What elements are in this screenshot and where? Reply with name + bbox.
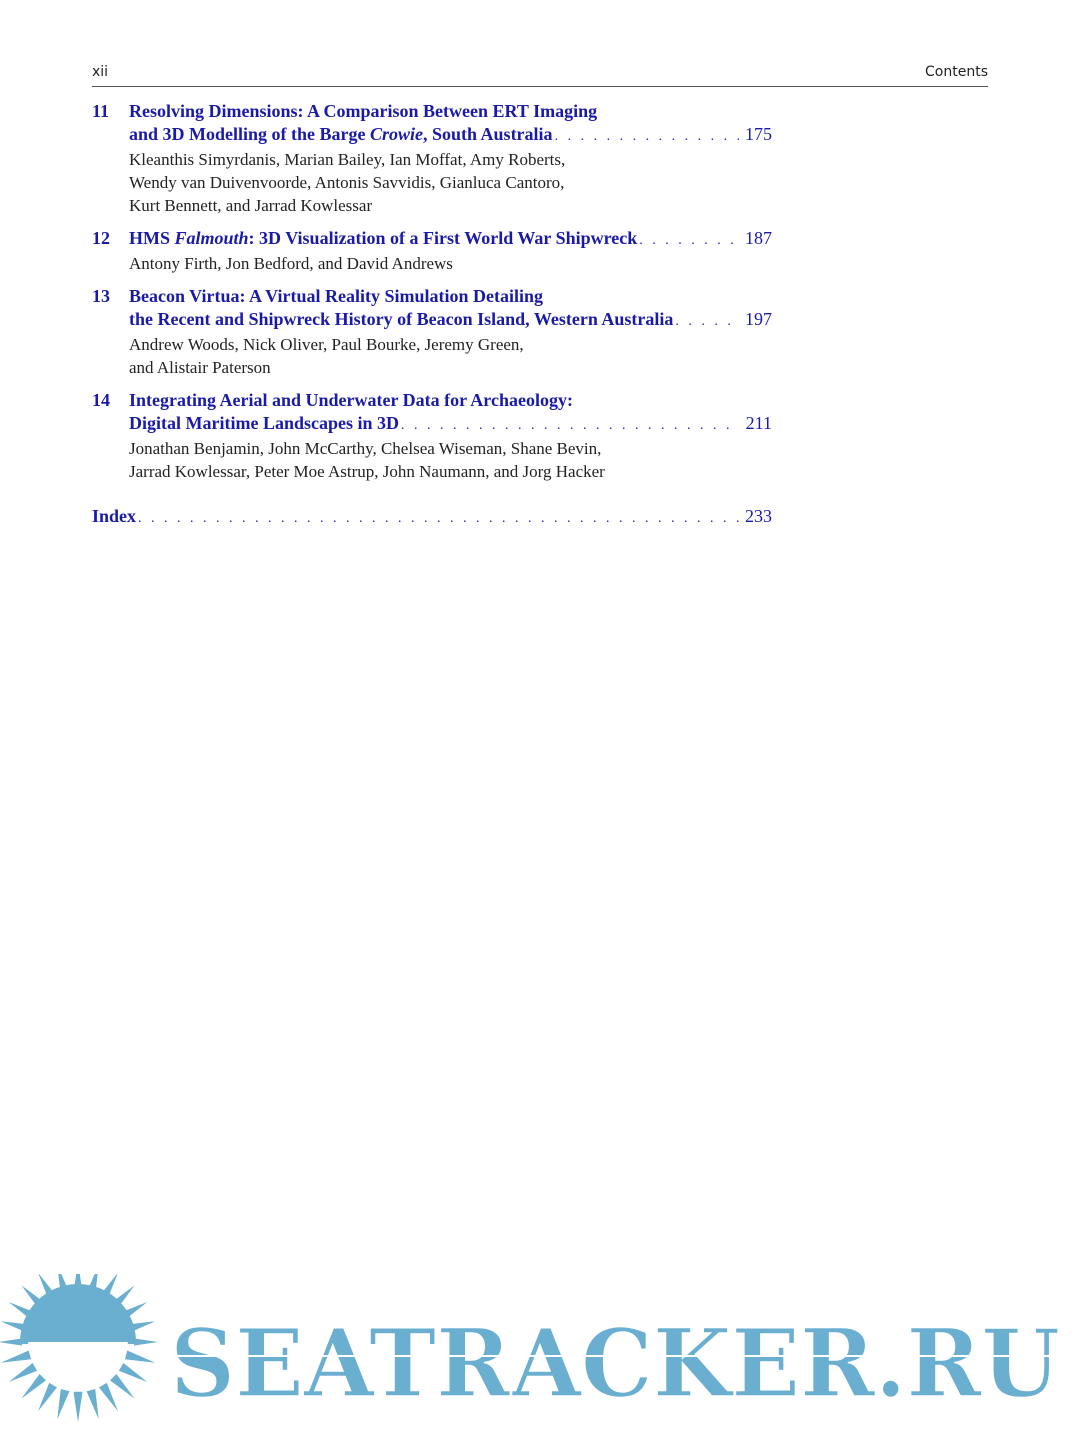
sun-ray	[87, 1389, 99, 1419]
page-header	[92, 62, 988, 87]
chapter-authors	[129, 148, 772, 217]
chapter-number: 14	[92, 390, 110, 410]
index-label[interactable]: Index	[92, 506, 137, 526]
sun-ray	[21, 1374, 46, 1399]
index-line[interactable]	[92, 505, 772, 530]
author-line: Wendy van Duivenvoorde, Antonis Savvidis, Gianluca Cantoro,	[129, 173, 565, 192]
sun-icon	[0, 1274, 158, 1422]
leader-dots	[138, 507, 739, 530]
author-line: Antony Firth, Jon Bedford, and David Andrews	[129, 254, 453, 273]
sun-ray	[1, 1351, 31, 1363]
chapter-title-text[interactable]: Digital Maritime Landscapes in 3D	[129, 413, 399, 433]
toc-entry-13	[92, 285, 772, 379]
page-link[interactable]: 175	[745, 124, 772, 144]
table-of-contents	[92, 100, 772, 540]
chapter-title-line[interactable]	[129, 412, 772, 437]
page-link[interactable]: 197	[745, 309, 772, 329]
chapter-title-text[interactable]: Beacon Virtua: A Virtual Reality Simulation Detailing	[129, 286, 544, 306]
toc-entry-11	[92, 100, 772, 217]
chapter-title-line[interactable]	[129, 285, 772, 308]
leader-dots	[401, 414, 739, 437]
page-link[interactable]: 187	[745, 228, 772, 248]
chapter-title-line[interactable]	[129, 227, 772, 252]
chapter-title-text[interactable]: Resolving Dimensions: A Comparison Between ERT Imaging	[129, 101, 598, 121]
author-line: Jonathan Benjamin, John McCarthy, Chelsea Wiseman, Shane Bevin,	[129, 439, 602, 458]
sun-ray	[74, 1392, 83, 1422]
author-line: and Alistair Paterson	[129, 358, 271, 377]
sun-ray	[38, 1383, 57, 1411]
leader-dots	[675, 310, 739, 333]
sun-ray	[57, 1389, 69, 1419]
sun-half-disc	[20, 1284, 136, 1342]
page-number: xii	[92, 64, 109, 80]
toc-entry-14	[92, 389, 772, 483]
chapter-number: 12	[92, 228, 110, 248]
chapter-number: 11	[92, 101, 110, 121]
watermark-logo	[0, 1274, 1080, 1434]
chapter-title-text[interactable]: HMS Falmouth: 3D Visualization of a First World War Shipwreck	[129, 228, 638, 248]
running-head-title: Contents	[925, 64, 988, 80]
chapter-authors	[129, 333, 772, 379]
chapter-title-line[interactable]	[129, 123, 772, 148]
toc-entry-12	[92, 227, 772, 275]
chapter-authors	[129, 252, 772, 275]
leader-dots	[555, 125, 739, 148]
chapter-title-line[interactable]	[129, 308, 772, 333]
page-link[interactable]: 211	[745, 413, 772, 433]
author-line: Andrew Woods, Nick Oliver, Paul Bourke, Jeremy Green,	[129, 335, 524, 354]
sun-ray	[9, 1363, 37, 1382]
chapter-title-text[interactable]: and 3D Modelling of the Barge Crowie, South Australia	[129, 124, 553, 144]
leader-dots	[639, 229, 739, 252]
author-line: Kleanthis Simyrdanis, Marian Bailey, Ian Moffat, Amy Roberts,	[129, 150, 566, 169]
chapter-title-line[interactable]	[129, 389, 772, 412]
chapter-authors	[129, 437, 772, 483]
sun-ray	[125, 1351, 155, 1363]
sun-ray	[119, 1363, 147, 1382]
sun-ray	[110, 1374, 135, 1399]
toc-entry-index	[92, 505, 772, 530]
chapter-title-text[interactable]: the Recent and Shipwreck History of Beacon Island, Western Australia	[129, 309, 674, 329]
author-line: Kurt Bennett, and Jarrad Kowlessar	[129, 196, 373, 215]
watermark-text: SEATRACKER.RU	[170, 1309, 1060, 1419]
page-link[interactable]: 233	[745, 506, 772, 526]
sun-ray	[99, 1383, 118, 1411]
chapter-title-text[interactable]: Integrating Aerial and Underwater Data for Archaeology:	[129, 390, 573, 410]
author-line: Jarrad Kowlessar, Peter Moe Astrup, John Naumann, and Jorg Hacker	[129, 462, 605, 481]
chapter-number: 13	[92, 286, 110, 306]
chapter-title-line[interactable]	[129, 100, 772, 123]
